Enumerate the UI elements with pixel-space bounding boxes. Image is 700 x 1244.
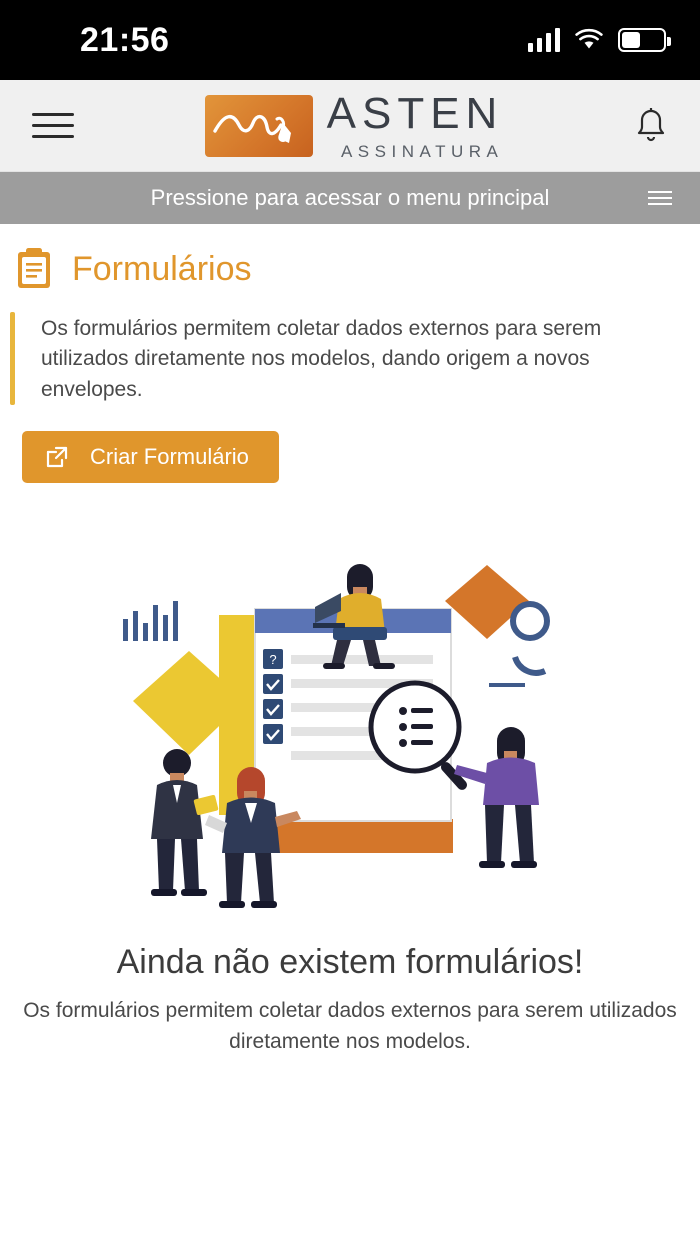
main-menu-strip-label: Pressione para acessar o menu principal	[150, 185, 550, 210]
app-logo	[205, 88, 504, 161]
empty-state-illustration-wrapper	[0, 531, 700, 911]
external-link-icon	[44, 444, 70, 470]
page-title: Formulários	[72, 249, 252, 288]
svg-text:?: ?	[269, 652, 277, 668]
accent-bar	[10, 312, 15, 405]
main-menu-strip[interactable]	[0, 172, 700, 224]
hamburger-menu-icon[interactable]	[648, 191, 672, 205]
forms-illustration	[115, 531, 585, 911]
hamburger-menu-icon[interactable]	[32, 113, 74, 138]
create-form-button-label: Criar Formulário	[90, 444, 249, 470]
cellular-signal-icon	[528, 28, 560, 52]
empty-state-title: Ainda não existem formulários!	[116, 943, 584, 982]
wifi-icon	[574, 28, 604, 52]
status-bar-time: 21:56	[80, 20, 170, 59]
app-header	[0, 80, 700, 172]
page-description: Os formulários permitem coletar dados externos para serem utilizados diretamente nos modelos, dando origem a novos envelopes.	[41, 317, 602, 401]
logo-wordmark: ASTEN	[326, 88, 504, 138]
logo-text	[326, 88, 504, 161]
status-bar-indicators	[528, 28, 666, 52]
page-description-block	[10, 312, 674, 405]
create-form-button[interactable]	[22, 431, 279, 483]
logo-subtitle: ASSINATURA	[340, 141, 504, 161]
clipboard-icon	[14, 246, 54, 292]
logo-signature-icon	[205, 95, 313, 157]
battery-icon	[618, 28, 666, 52]
empty-state-subtitle: Os formulários permitem coletar dados externos para serem utilizados diretamente nos modelos.	[23, 999, 677, 1053]
page-content	[0, 224, 700, 1057]
page-title-row	[0, 224, 700, 298]
bell-icon[interactable]	[634, 106, 668, 146]
status-bar	[0, 0, 700, 80]
